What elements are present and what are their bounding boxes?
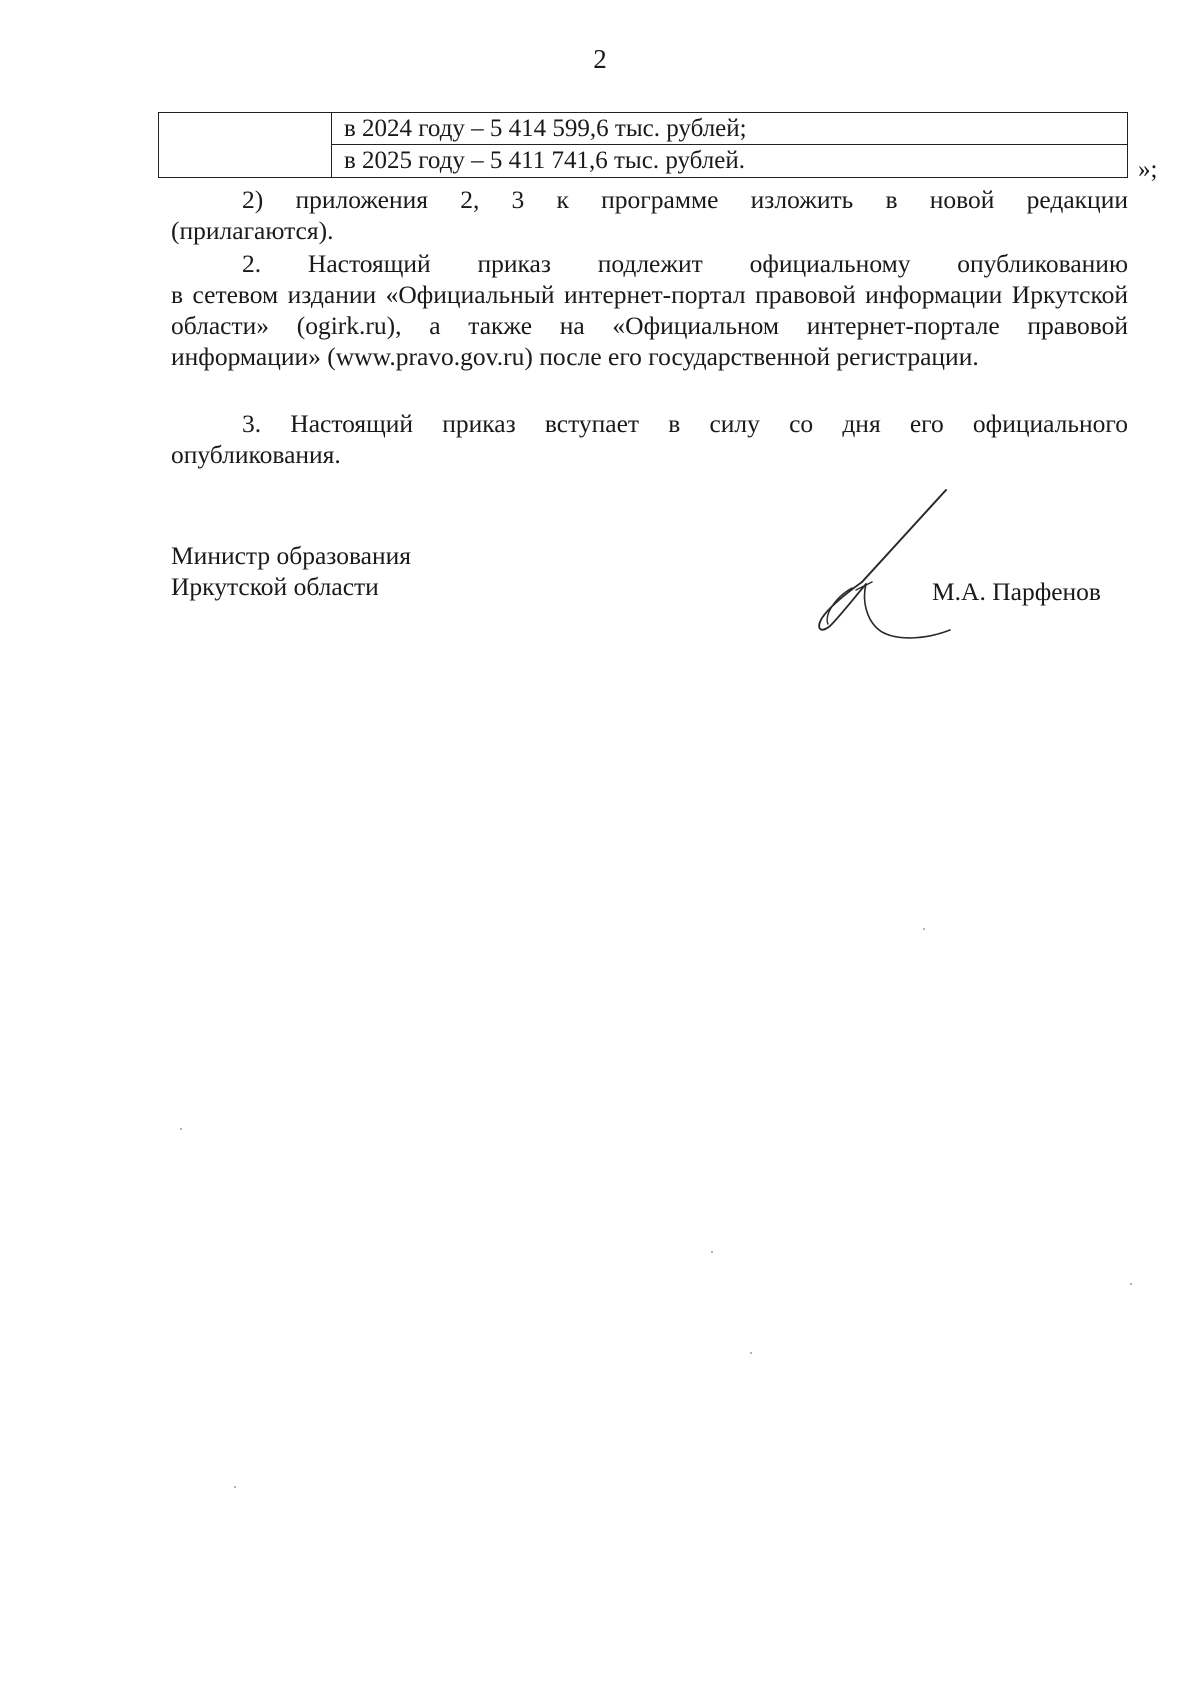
paragraph-first-line: 2) приложения 2, 3 к программе изложить в новой редакции (242, 185, 1128, 214)
signatory-position (171, 540, 411, 602)
paragraph-effective-date (171, 408, 1128, 470)
signatory-position-line1: Министр образования (171, 541, 412, 570)
paragraph-appendices (171, 184, 1128, 246)
handwritten-signature (800, 488, 970, 658)
paragraph-first-line: 2. Настоящий приказ подлежит официальному опубликованию (242, 249, 1128, 278)
funding-table-empty-cell (159, 113, 332, 178)
closing-quote-mark: »; (1138, 156, 1158, 183)
scan-speck (1130, 1283, 1132, 1285)
signatory-name: М.А. Парфенов (932, 577, 1101, 606)
funding-row-2025: в 2025 году – 5 411 741,6 тыс. рублей. (332, 144, 1127, 176)
scan-speck (750, 1352, 752, 1354)
paragraph-publication (171, 248, 1128, 372)
paragraph-first-line: 3. Настоящий приказ вступает в силу со дня его официального (242, 409, 1128, 438)
scan-speck (923, 928, 925, 930)
page-number: 2 (593, 44, 607, 74)
funding-table (158, 112, 1128, 178)
paragraph-continuation: (прилагаются). (171, 216, 334, 245)
paragraph-continuation: опубликования. (171, 440, 341, 469)
paragraph-continuation: в сетевом издании «Официальный интернет-портал правовой информации Иркутской области» (ogirk.ru), а также на «Официальном интернет-портале правовой информации» (www.pravo.gov.ru) после его государственной регистрации. (171, 280, 1128, 371)
signatory-position-line2: Иркутской области (171, 572, 379, 601)
scan-speck (180, 1128, 182, 1130)
scan-speck (234, 1486, 236, 1488)
funding-table-values-cell (332, 113, 1127, 178)
scan-speck (711, 1251, 713, 1253)
funding-row-2024: в 2024 году – 5 414 599,6 тыс. рублей; (344, 115, 747, 142)
